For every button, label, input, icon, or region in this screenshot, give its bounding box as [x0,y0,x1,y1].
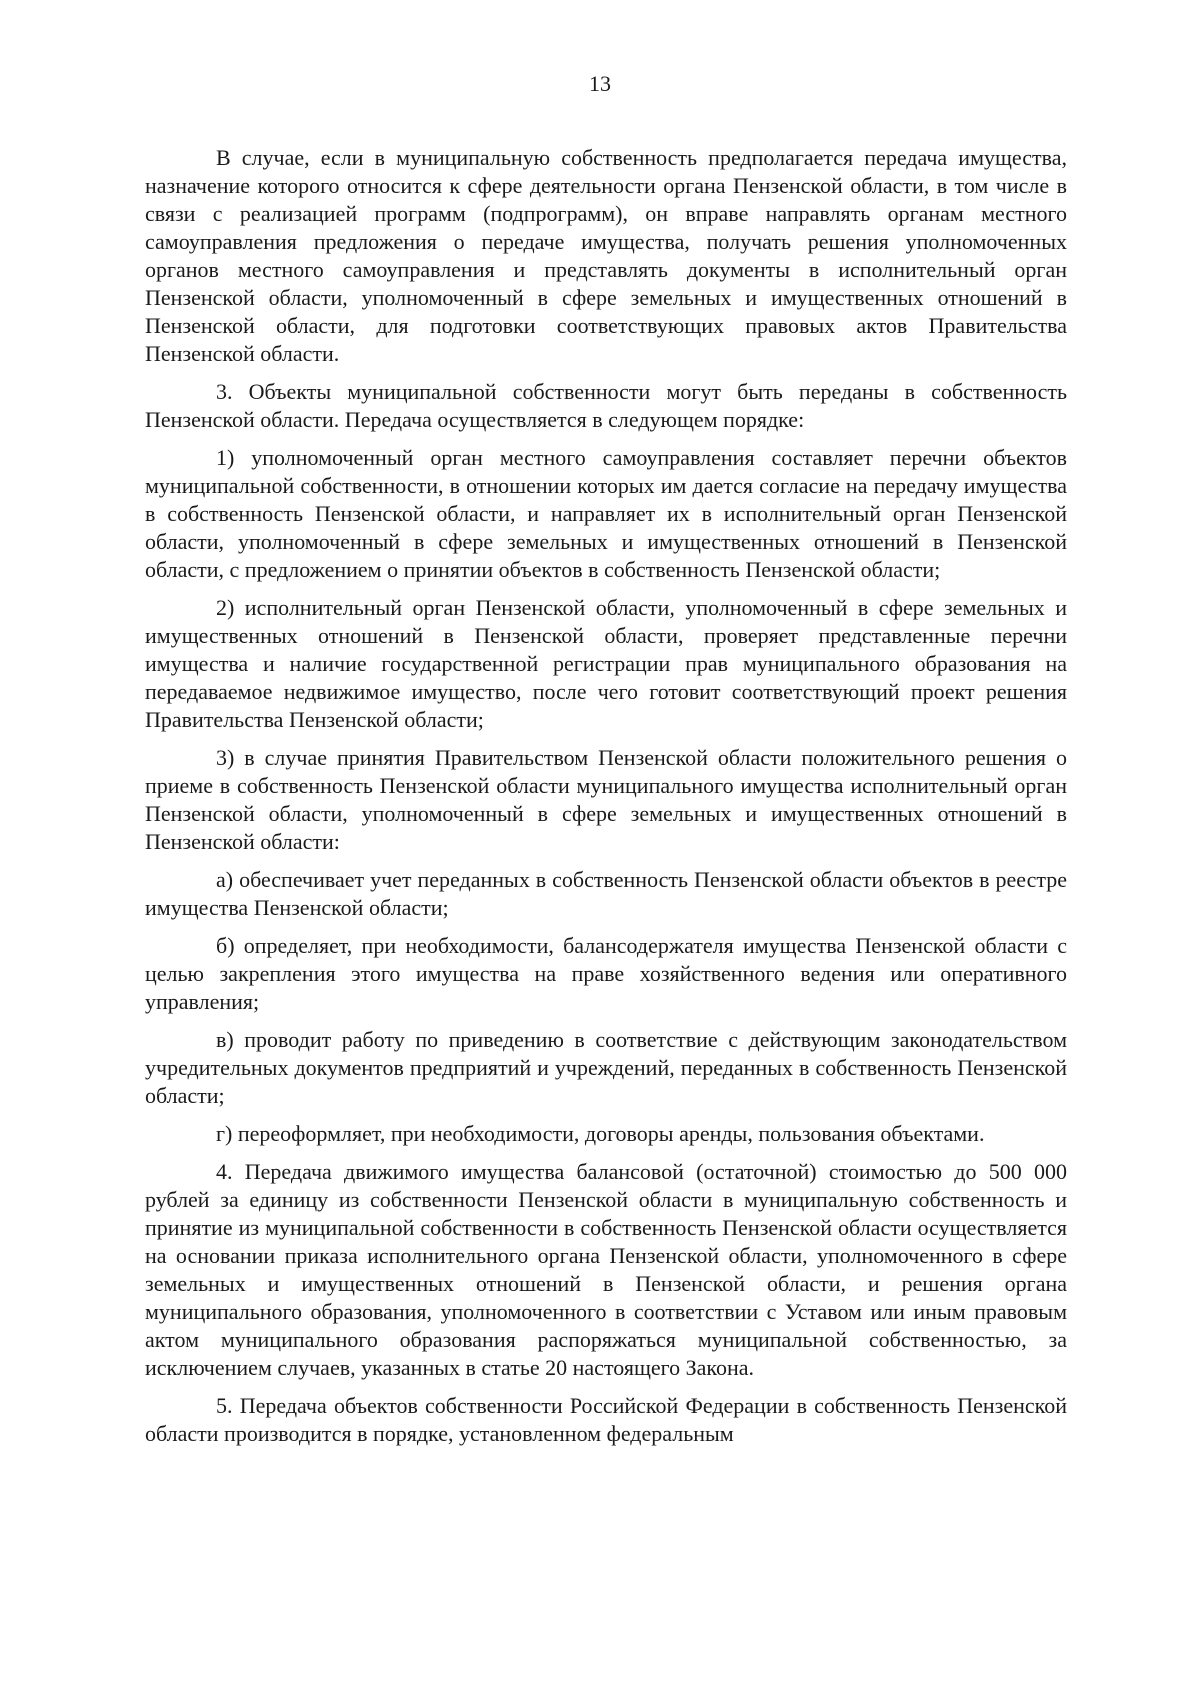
paragraph-subitem-g: г) переоформляет, при необходимости, договоры аренды, пользования объектами. [216,1121,985,1146]
paragraph-subitem-3: 3) в случае принятия Правительством Пензенской области положительного решения о приеме в собственность Пензенской области муниципального имущества исполнительный орган Пензенской области, уполномоченный в сфере земельных и имущественных отношений в Пензенской области: [145,745,1067,854]
paragraph-item-4: 4. Передача движимого имущества балансовой (остаточной) стоимостью до 500 000 рублей за единицу из собственности Пензенской области в муниципальную собственность и принятие из муниципальной собственности в собственность Пензенской области осуществляется на основании приказа исполнительного органа Пензенской области, уполномоченного в сфере земельных и имущественных отношений в Пензенской области, и решения органа муниципального образования, уполномоченного в соответствии с Уставом или иным правовым актом муниципального образования распоряжаться муниципальной собственностью, за исключением случаев, указанных в статье 20 настоящего Закона. [145,1159,1067,1380]
paragraph-subitem-v: в) проводит работу по приведению в соответствие с действующим законодательством учредительных документов предприятий и учреждений, переданных в собственность Пензенской области; [145,1027,1067,1108]
document-body [145,144,1067,1458]
page-number: 13 [589,71,611,96]
paragraph-subitem-a: а) обеспечивает учет переданных в собственность Пензенской области объектов в реестре имущества Пензенской области; [145,867,1067,920]
paragraph-item-3: 3. Объекты муниципальной собственности могут быть переданы в собственность Пензенской области. Передача осуществляется в следующем порядке: [145,379,1067,432]
paragraph-subitem-2: 2) исполнительный орган Пензенской области, уполномоченный в сфере земельных и имущественных отношений в Пензенской области, проверяет представленные перечни имущества и наличие государственной регистрации прав муниципального образования на передаваемое недвижимое имущество, после чего готовит соответствующий проект решения Правительства Пензенской области; [145,595,1067,732]
paragraph-item-5: 5. Передача объектов собственности Российской Федерации в собственность Пензенской области производится в порядке, установленном федеральным [145,1393,1067,1446]
paragraph-subitem-b: б) определяет, при необходимости, балансодержателя имущества Пензенской области с целью закрепления этого имущества на праве хозяйственного ведения или оперативного управления; [145,933,1067,1014]
paragraph-subitem-1: 1) уполномоченный орган местного самоуправления составляет перечни объектов муниципальной собственности, в отношении которых им дается согласие на передачу имущества в собственность Пензенской области, и направляет их в исполнительный орган Пензенской области, уполномоченный в сфере земельных и имущественных отношений в Пензенской области, с предложением о принятии объектов в собственность Пензенской области; [145,445,1067,582]
paragraph-intro: В случае, если в муниципальную собственность предполагается передача имущества, назначение которого относится к сфере деятельности органа Пензенской области, в том числе в связи с реализацией программ (подпрограмм), он вправе направлять органам местного самоуправления предложения о передаче имущества, получать решения уполномоченных органов местного самоуправления и представлять документы в исполнительный орган Пензенской области, уполномоченный в сфере земельных и имущественных отношений в Пензенской области, для подготовки соответствующих правовых актов Правительства Пензенской области. [145,145,1067,366]
